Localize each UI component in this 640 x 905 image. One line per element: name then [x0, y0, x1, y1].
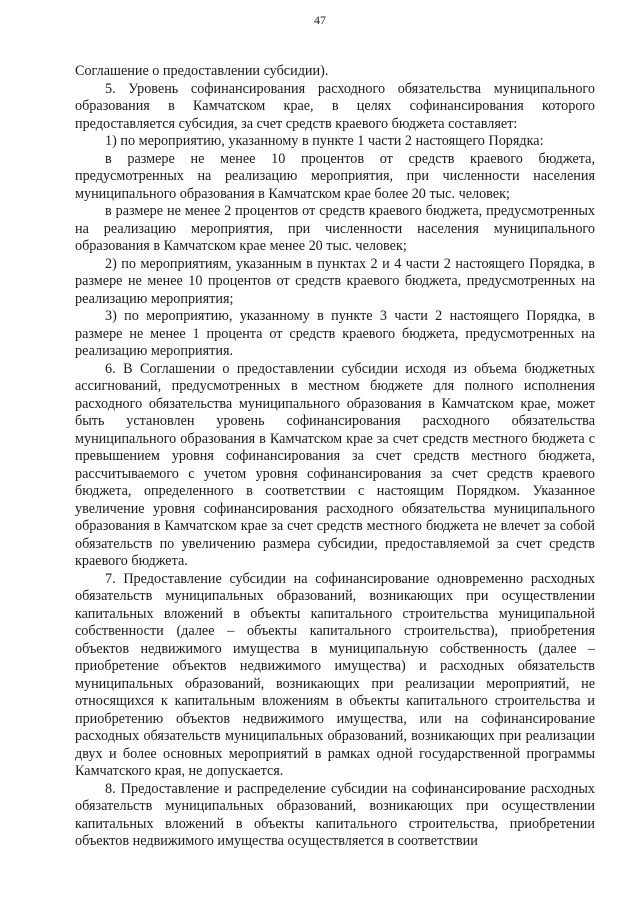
paragraph-subitem-2: 2) по мероприятиям, указанным в пунктах 2 и 4 части 2 настоящего Порядка, в размере не менее 10 процентов от средств краевого бюджета, предусмотренных на реализацию мероприятия;	[75, 255, 595, 307]
paragraph-item-5: 5. Уровень софинансирования расходного обязательства муниципального образования в Камчатском крае, в целях софинансирования которого предоставляется субсидия, за счет средств краевого бюджета составляет:	[75, 80, 595, 132]
paragraph-agreement-tail: Соглашение о предоставлении субсидии).	[75, 63, 329, 79]
paragraph-subitem-1-over-20k: в размере не менее 10 процентов от средств краевого бюджета, предусмотренных на реализацию мероприятия, при численности населения муниципального образования в Камчатском крае более 20 тыс. человек;	[75, 150, 595, 202]
document-body	[75, 63, 595, 851]
paragraph-item-7: 7. Предоставление субсидии на софинансирование одновременно расходных обязательств муниципальных образований, возникающих при осуществлении капитальных вложений в объекты капитального строительства муниципальной собственности (далее – объекты капитального строительства), приобретения объектов недвижимого имущества в муниципальную собственность (далее – приобретение объектов недвижимого имущества) и расходных обязательств муниципальных образований, возникающих при реализации мероприятий, не относящихся к капитальным вложениям в объекты капитального строительства и приобретению объектов недвижимого имущества, или на софинансирование расходных обязательств муниципальных образований, возникающих при реализации двух и более основных мероприятий в рамках одной государственной программы Камчатского края, не допускается.	[75, 570, 595, 779]
paragraph-subitem-1-under-20k: в размере не менее 2 процентов от средств краевого бюджета, предусмотренных на реализацию мероприятия, при численности населения муниципального образования в Камчатском крае менее 20 тыс. человек;	[75, 203, 595, 254]
paragraph-item-8: 8. Предоставление и распределение субсидии на софинансирование расходных обязательств муниципальных образований, возникающих при осуществлении капитальных вложений в объекты капитального строительства, приобретении объектов недвижимого имущества осуществляется в соответствии	[75, 780, 595, 849]
paragraph-subitem-3: 3) по мероприятию, указанному в пункте 3 части 2 настоящего Порядка, в размере не менее 1 процента от средств краевого бюджета, предусмотренных на реализацию мероприятия.	[75, 308, 595, 359]
paragraph-item-6: 6. В Соглашении о предоставлении субсидии исходя из объема бюджетных ассигнований, предусмотренных в местном бюджете для полного исполнения расходного обязательства муниципального образования в Камчатском крае, может быть установлен уровень софинансирования расходного обязательства муниципального образования в Камчатском крае за счет средств местного бюджета с превышением уровня софинансирования за счет средств местного бюджета, рассчитываемого с учетом уровня софинансирования за счет средств краевого бюджета, определенного в соответствии с настоящим Порядком. Указанное увеличение уровня софинансирования расходного обязательства муниципального образования в Камчатском крае за счет средств местного бюджета не влечет за собой обязательств по увеличению размера субсидии, предоставляемой за счет средств краевого бюджета.	[75, 360, 595, 569]
paragraph-subitem-1: 1) по мероприятию, указанному в пункте 1 части 2 настоящего Порядка:	[105, 133, 544, 149]
page-number: 47	[314, 13, 326, 27]
